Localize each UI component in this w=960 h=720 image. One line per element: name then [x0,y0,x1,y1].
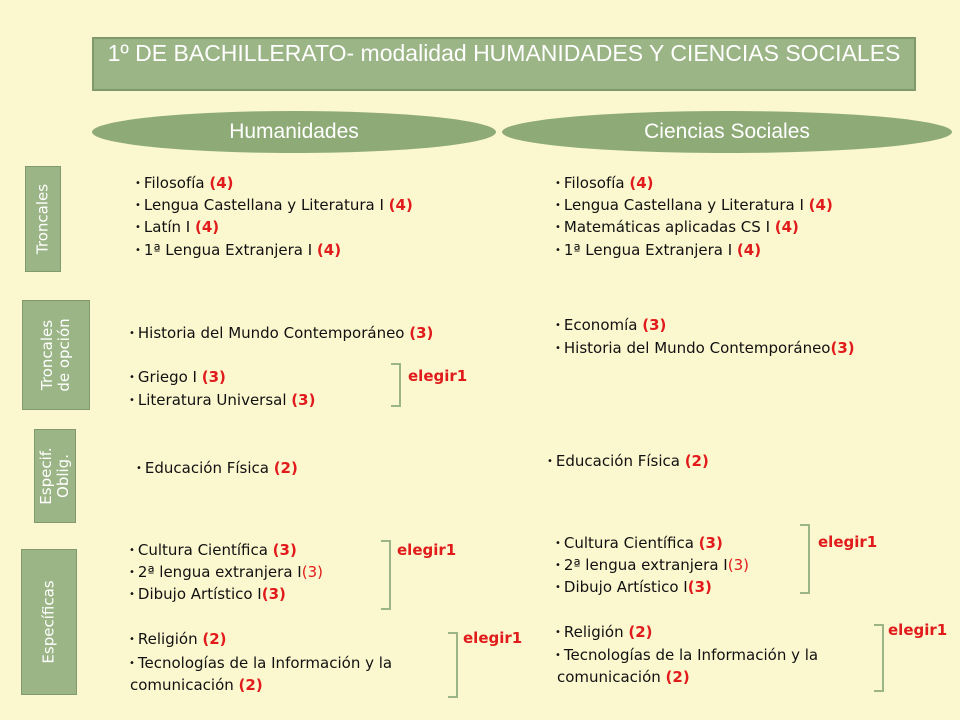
label-troncales-text: Troncales [33,183,52,255]
list-item: • Historia del Mundo Contemporáneo (3) [129,324,434,342]
list-item: • Tecnologías de la Información y la [555,646,819,664]
elegir-label: elegir1 [408,367,468,385]
list-item: • Latín I (4) [135,218,220,236]
list-item: • Historia del Mundo Contemporáneo(3) [555,339,855,357]
list-item: • 2ª lengua extranjera I(3) [129,563,323,581]
label-text-line2: de opción [55,318,73,392]
list-item: • Cultura Científica (3) [129,541,297,559]
elegir-label: elegir1 [888,621,948,639]
list-item: • Dibujo Artístico I(3) [555,578,712,596]
list-item: • Religión (2) [555,623,653,641]
list-item: • Griego I (3) [129,368,226,386]
list-item: • Tecnologías de la Información y la [129,654,393,672]
choice-bracket [381,540,391,610]
choice-bracket [874,624,884,692]
list-item: • Filosofía (4) [555,174,654,192]
choice-bracket [391,363,401,407]
choice-bracket [800,524,810,594]
list-item: • Lengua Castellana y Literatura I (4) [555,196,833,214]
list-item: • Religión (2) [129,630,227,648]
list-item: • Literatura Universal (3) [129,391,316,409]
list-item: • Economía (3) [555,316,667,334]
label-especif-oblig [34,429,76,523]
list-item-continuation: comunicación (2) [130,676,263,694]
list-item: • Filosofía (4) [135,174,234,192]
list-item: • Matemáticas aplicadas CS I (4) [555,218,799,236]
ciencias-header: Ciencias Sociales [502,111,952,153]
label-troncales [25,166,61,272]
elegir-label: elegir1 [463,629,523,647]
list-item: • Educación Física (2) [547,452,709,470]
list-item-continuation: comunicación (2) [557,668,690,686]
label-text-line1: Especif. [37,447,55,505]
label-text-line1: Troncales [38,319,56,391]
humanidades-header: Humanidades [92,111,496,153]
list-item: • 1ª Lengua Extranjera I (4) [135,241,342,259]
list-item: • 1ª Lengua Extranjera I (4) [555,241,762,259]
list-item: • Cultura Científica (3) [555,534,723,552]
list-item: • Educación Física (2) [136,459,298,477]
elegir-label: elegir1 [397,541,457,559]
page-title: 1º DE BACHILLERATO- modalidad HUMANIDADES Y CIENCIAS SOCIALES [92,37,916,91]
list-item: • Lengua Castellana y Literatura I (4) [135,196,413,214]
label-especificas [21,549,77,695]
elegir-label: elegir1 [818,533,878,551]
label-especificas-text: Específicas [39,580,58,664]
list-item: • Dibujo Artístico I(3) [129,585,286,603]
label-text-line2: Oblig. [54,454,72,498]
list-item: • 2ª lengua extranjera I(3) [555,556,749,574]
choice-bracket [448,632,458,698]
label-troncales-opcion [22,300,90,410]
